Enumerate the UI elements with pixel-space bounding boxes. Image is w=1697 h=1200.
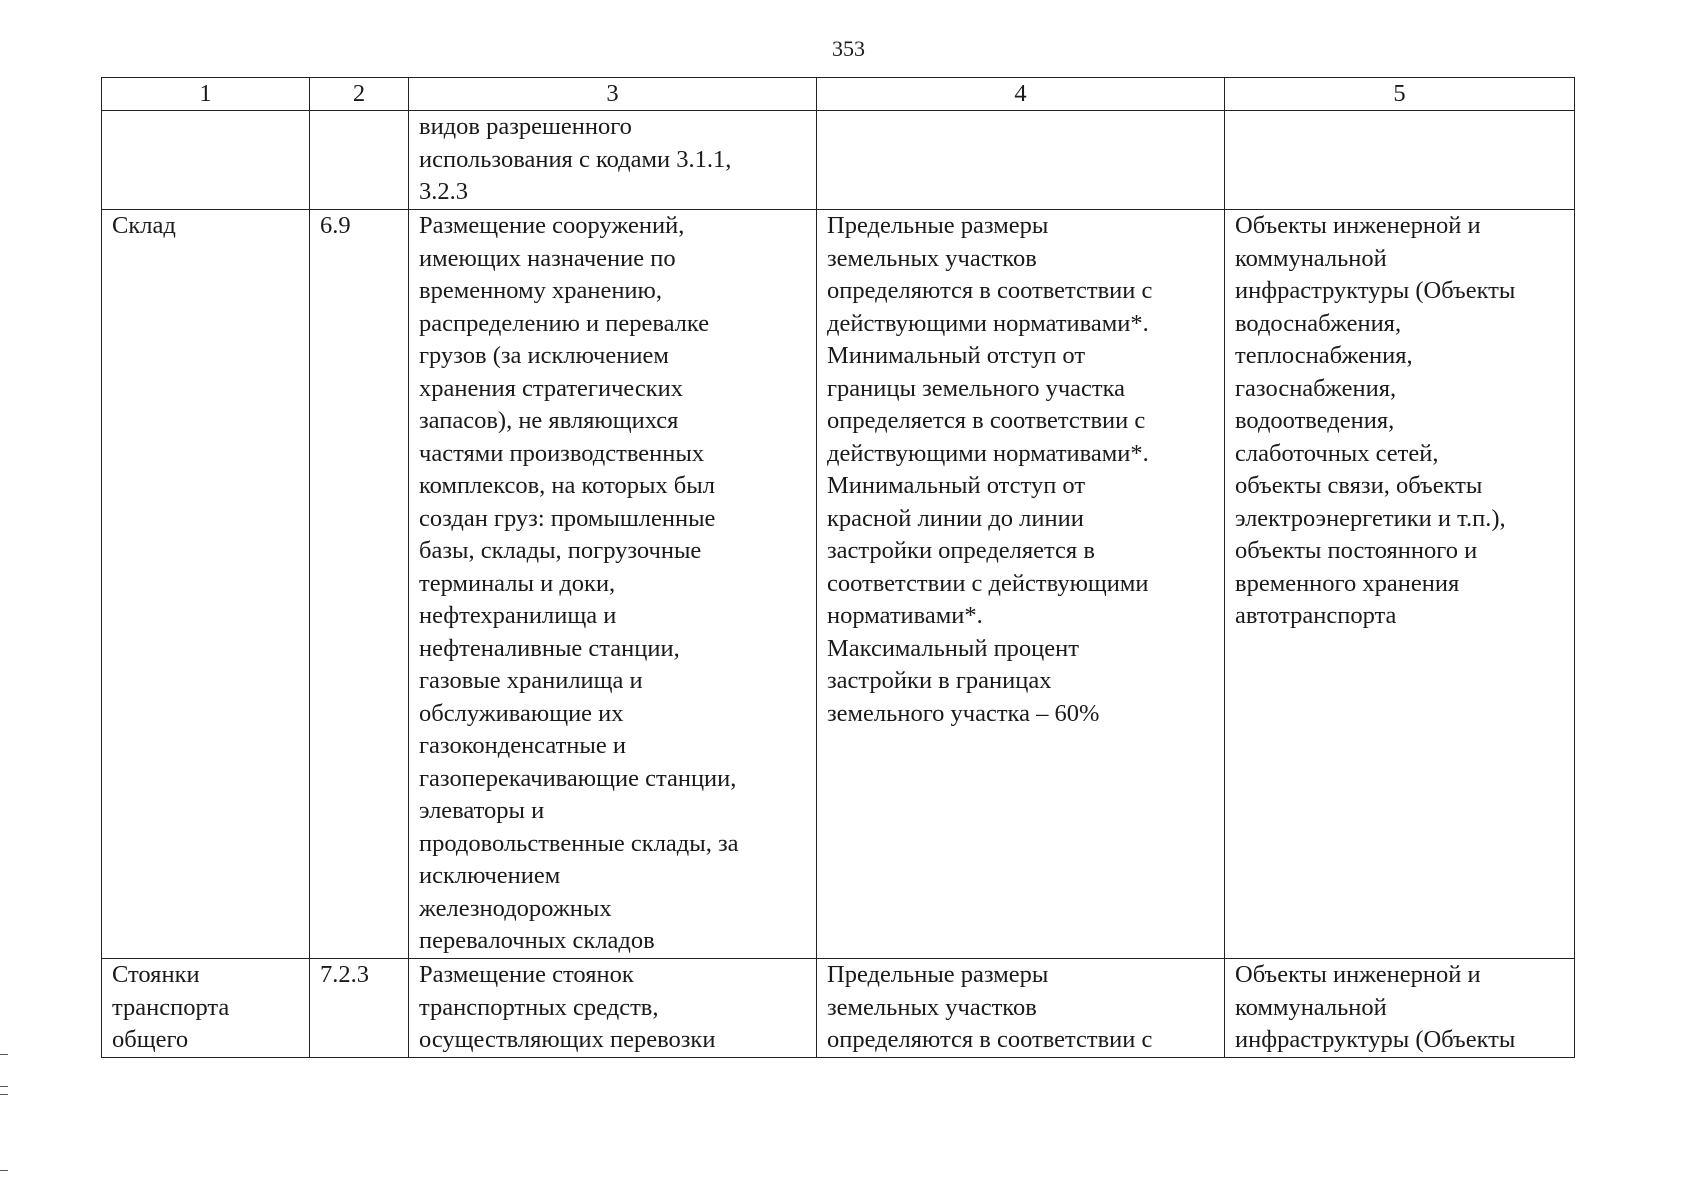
cell-code [310, 111, 409, 210]
cell-text-line: видов разрешенного [419, 113, 632, 140]
table-header [102, 78, 1575, 111]
cell-text-line: определяется в соответствии с [827, 407, 1146, 434]
cell-text-line: коммунальной [1235, 993, 1387, 1021]
cell-text-line: имеющих назначение по [419, 244, 676, 272]
cell-text-line: продовольственные склады, за [419, 829, 739, 857]
cell-text-line: хранения стратегических [419, 374, 684, 402]
cell-use-name [102, 959, 310, 1058]
header-col-1: 1 [102, 78, 310, 111]
table-row-continuation [102, 111, 1575, 210]
header-row [102, 78, 1575, 111]
cell-text-line: объекты постоянного и [1235, 537, 1478, 564]
land-use-table [101, 77, 1575, 1058]
cell-text-line: временному хранению, [419, 277, 662, 304]
cell-text-line: элеваторы и [419, 797, 545, 824]
header-col-2: 2 [310, 78, 409, 111]
cell-use-name [102, 111, 310, 210]
cell-text-line: коммунальной [1235, 244, 1387, 272]
cell-text-line: Склад [112, 212, 176, 239]
cell-text-line: Размещение сооружений, [419, 212, 685, 239]
header-col-3: 3 [409, 78, 817, 111]
cell-text-line: газоконденсатные и [419, 732, 626, 759]
cell-code [310, 959, 409, 1058]
cell-text-line: транспорта [112, 993, 230, 1021]
cell-text-line: соответствии с действующими [827, 569, 1149, 597]
cell-use-name [102, 210, 310, 959]
cell-text-line: красной линии до линии [827, 504, 1084, 532]
cell-auxiliary-uses [1225, 959, 1575, 1058]
cell-text-line: автотранспорта [1235, 602, 1397, 629]
cell-text-line: Минимальный отступ от [827, 472, 1086, 499]
cell-text-line: транспортных средств, [419, 993, 659, 1021]
cell-text-line: распределению и перевалке [419, 309, 710, 337]
cell-text-line: использования с кодами 3.1.1, [419, 145, 732, 173]
cell-text-line: создан груз: промышленные [419, 504, 716, 532]
cell-text-line: железнодорожных [419, 894, 612, 922]
cell-text-line: базы, склады, погрузочные [419, 537, 702, 564]
scan-margin-mark [0, 1086, 8, 1087]
header-col-4: 4 [817, 78, 1225, 111]
cell-text-line: электроэнергетики и т.п.), [1235, 504, 1506, 532]
cell-description [409, 959, 817, 1058]
cell-text-line: Максимальный процент [827, 634, 1079, 662]
cell-text-line: Стоянки [112, 961, 200, 988]
cell-auxiliary-uses [1225, 210, 1575, 959]
cell-text-line: запасов), не являющихся [419, 407, 679, 434]
cell-text-line: слаботочных сетей, [1235, 439, 1439, 467]
cell-text-line: перевалочных складов [419, 927, 655, 954]
cell-text-line: Минимальный отступ от [827, 342, 1086, 369]
cell-text-line: нормативами*. [827, 602, 983, 629]
header-col-5: 5 [1225, 78, 1575, 111]
cell-text-line: осуществляющих перевозки [419, 1026, 716, 1053]
cell-text-line: теплоснабжения, [1235, 342, 1413, 369]
cell-text-line: действующими нормативами*. [827, 439, 1149, 467]
cell-text-line: нефтехранилища и [419, 602, 617, 629]
cell-text-line: определяются в соответствии с [827, 1026, 1153, 1053]
cell-text-line: газоперекачивающие станции, [419, 764, 737, 792]
cell-text-line: Размещение стоянок [419, 961, 634, 988]
cell-text-line: застройки в границах [827, 667, 1052, 694]
scan-margin-mark [0, 1094, 8, 1095]
cell-text-line: действующими нормативами*. [827, 309, 1149, 337]
page-number: 353 [832, 36, 865, 61]
cell-text-line: обслуживающие их [419, 699, 624, 727]
cell-text-line: грузов (за исключением [419, 342, 669, 369]
cell-text-line: 3.2.3 [419, 178, 468, 205]
cell-text-line: временного хранения [1235, 569, 1460, 597]
cell-text-line: земельных участков [827, 993, 1037, 1021]
cell-text-line: объекты связи, объекты [1235, 472, 1483, 499]
cell-text-line: Предельные размеры [827, 212, 1049, 239]
cell-text-line: водоотведения, [1235, 407, 1395, 434]
cell-text-line: инфраструктуры (Объекты [1235, 1026, 1516, 1053]
cell-text-line: 7.2.3 [320, 961, 369, 988]
cell-text-line: исключением [419, 862, 561, 889]
cell-text-line: терминалы и доки, [419, 569, 616, 597]
cell-text-line: определяются в соответствии с [827, 277, 1153, 304]
cell-text-line: 6.9 [320, 212, 351, 239]
cell-text-line: Предельные размеры [827, 961, 1049, 988]
cell-description [409, 111, 817, 210]
table-row-sklad [102, 210, 1575, 959]
cell-text-line: застройки определяется в [827, 537, 1095, 564]
cell-text-line: земельного участка – 60% [827, 699, 1100, 727]
table-body [102, 111, 1575, 1058]
cell-text-line: водоснабжения, [1235, 309, 1402, 337]
cell-parameters [817, 111, 1225, 210]
cell-text-line: Объекты инженерной и [1235, 212, 1481, 239]
cell-parameters [817, 210, 1225, 959]
cell-text-line: границы земельного участка [827, 374, 1126, 402]
cell-parameters [817, 959, 1225, 1058]
cell-text-line: общего [112, 1026, 189, 1053]
cell-text-line: частями производственных [419, 439, 705, 467]
cell-text-line: газоснабжения, [1235, 374, 1397, 402]
cell-text-line: инфраструктуры (Объекты [1235, 277, 1516, 304]
cell-text-line: комплексов, на которых был [419, 472, 715, 499]
cell-description [409, 210, 817, 959]
cell-auxiliary-uses [1225, 111, 1575, 210]
cell-code [310, 210, 409, 959]
scan-margin-mark [0, 1170, 8, 1171]
cell-text-line: земельных участков [827, 244, 1037, 272]
cell-text-line: газовые хранилища и [419, 667, 643, 694]
cell-text-line: нефтеналивные станции, [419, 634, 680, 662]
scan-margin-mark [0, 1054, 8, 1055]
table-row-stoyanki [102, 959, 1575, 1058]
cell-text-line: Объекты инженерной и [1235, 961, 1481, 988]
